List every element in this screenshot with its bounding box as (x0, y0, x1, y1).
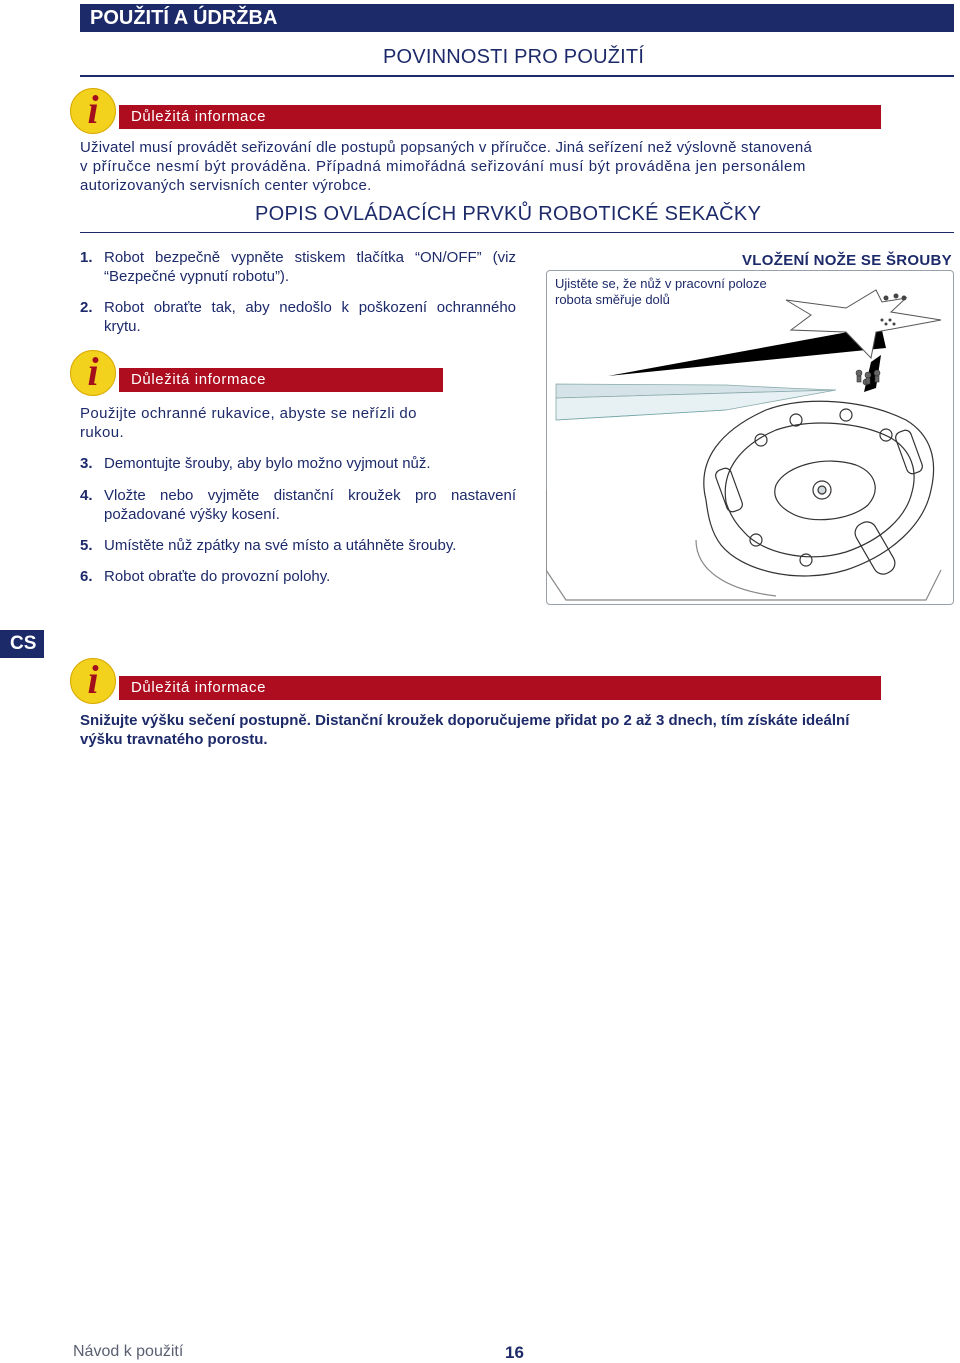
figure-title: VLOŽENÍ NOŽE SE ŠROUBY (742, 252, 952, 269)
step-number: 3. (80, 455, 93, 472)
section-rule (80, 75, 954, 77)
info-warning-text: Použijte ochranné rukavice, abyste se neřízli do rukou. (80, 405, 417, 441)
info-text-line: Uživatel musí provádět seřizování dle postupů popsaných v příručce. Jiná seřízení než výslovně stanovená (80, 139, 813, 156)
info-banner (119, 105, 881, 129)
step-item (80, 567, 516, 586)
blade-mounting-illustration (546, 270, 954, 605)
chapter-header (80, 4, 954, 32)
page-number: 16 (505, 1343, 524, 1362)
footer-manual-label: Návod k použití (73, 1343, 184, 1360)
info-text (80, 138, 890, 195)
step-item (80, 486, 516, 524)
info-text-line: autorizovaných servisních center výrobce. (80, 177, 372, 194)
info-banner (119, 676, 881, 700)
robot-chassis-icon (546, 401, 941, 600)
step-number: 2. (80, 299, 93, 316)
section-rule (80, 232, 954, 233)
step-item (80, 298, 516, 336)
info-icon: i (70, 350, 116, 396)
chapter-title: POUŽITÍ A ÚDRŽBA (90, 7, 278, 29)
section-title-obligations: POVINNOSTI PRO POUŽITÍ (383, 46, 645, 68)
step-number: 5. (80, 537, 93, 554)
info-icon: i (70, 88, 116, 134)
step-text: Robot obraťte tak, aby nedošlo k poškození ochranného krytu. (104, 299, 516, 335)
info-label: Důležitá informace (131, 371, 267, 388)
step-number: 6. (80, 568, 93, 585)
info-banner (119, 368, 443, 392)
info-label: Důležitá informace (131, 679, 267, 696)
step-text: Umístěte nůž zpátky na své místo a utáhněte šrouby. (104, 537, 457, 554)
step-text: Vložte nebo vyjměte distanční kroužek pro nastavení požadované výšky kosení. (104, 487, 516, 523)
info-label: Důležitá informace (131, 108, 267, 125)
info-icon: i (70, 658, 116, 704)
step-text: Robot bezpečně vypněte stiskem tlačítka “ON/OFF” (viz “Bezpečné vypnutí robotu”). (104, 249, 516, 285)
step-number: 1. (80, 249, 93, 266)
step-number: 4. (80, 487, 93, 504)
step-item (80, 454, 516, 473)
language-tab: CS (0, 630, 44, 658)
info-tip-text: Snižujte výšku sečení postupně. Distanční kroužek doporučujeme přidat po 2 až 3 dnech, tím získáte ideální výšku travnatého porostu. (80, 712, 850, 748)
step-item (80, 536, 516, 555)
section-title-controls: POPIS OVLÁDACÍCH PRVKŮ ROBOTICKÉ SEKAČKY (255, 203, 762, 225)
step-text: Robot obraťte do provozní polohy. (104, 568, 331, 585)
info-text-line: v příručce nesmí být prováděna. Případná mimořádná seřizování musí být prováděna jen personálem (80, 158, 806, 175)
figure-caption: Ujistěte se, že nůž v pracovní poloze robota směřuje dolů (555, 276, 767, 307)
step-item (80, 248, 516, 286)
step-text: Demontujte šrouby, aby bylo možno vyjmout nůž. (104, 455, 431, 472)
